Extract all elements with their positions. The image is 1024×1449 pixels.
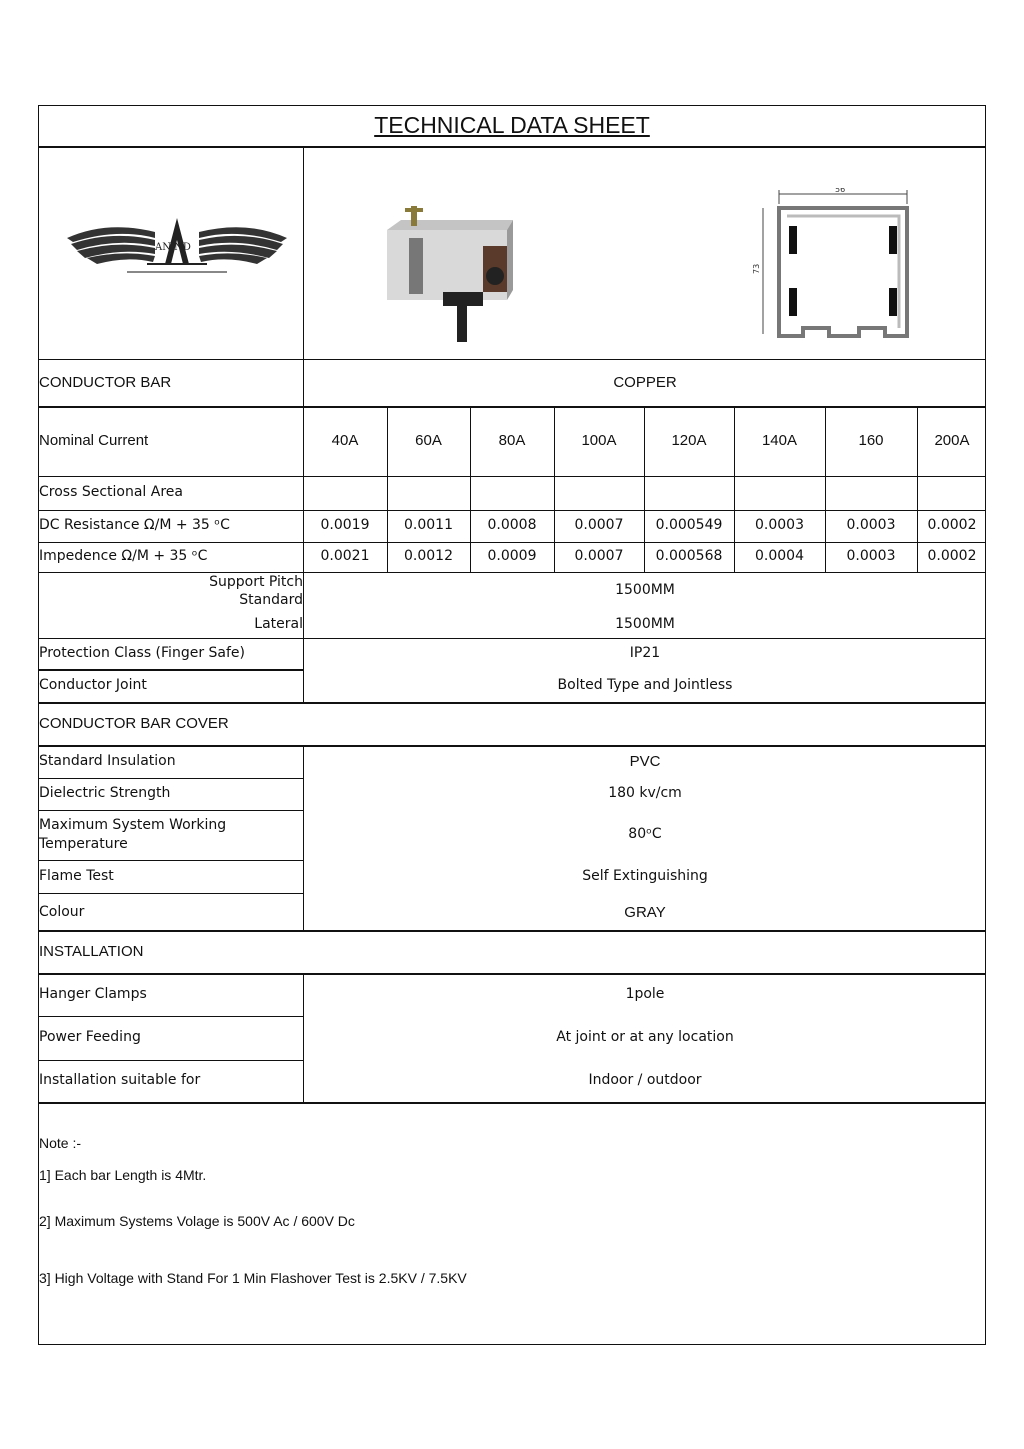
current-cell: 120A bbox=[671, 432, 707, 449]
resistance-cell: 0.0002 bbox=[927, 517, 977, 533]
impedence-cell: 0.0021 bbox=[320, 548, 370, 564]
protection-class-value: IP21 bbox=[629, 645, 661, 661]
logo bbox=[67, 206, 287, 286]
power-feeding-value: At joint or at any location bbox=[556, 1029, 734, 1045]
colour-label: Colour bbox=[39, 904, 85, 920]
resistance-cell: 0.0003 bbox=[846, 517, 896, 533]
cover-section-heading: CONDUCTOR BAR COVER bbox=[39, 715, 229, 732]
svg-text:AN ND: AN ND bbox=[155, 242, 191, 253]
standard-insulation-value: PVC bbox=[629, 753, 661, 770]
impedence-cell: 0.0002 bbox=[927, 548, 977, 564]
current-cell: 200A bbox=[934, 432, 970, 449]
protection-class-label: Protection Class (Finger Safe) bbox=[39, 645, 245, 661]
note-item: 1] Each bar Length is 4Mtr. bbox=[39, 1167, 207, 1183]
busbar-product-photo bbox=[379, 206, 519, 346]
resistance-cell: 0.0011 bbox=[404, 517, 453, 533]
impedence-label: Impedence Ω/M + 35 ᵒC bbox=[39, 548, 208, 564]
rule bbox=[39, 1060, 303, 1061]
current-cell: 140A bbox=[761, 432, 798, 449]
max-temp-label: Maximum System Working bbox=[39, 817, 227, 833]
current-cell: 40A bbox=[331, 432, 359, 449]
rule bbox=[39, 542, 985, 543]
rule bbox=[39, 1102, 985, 1104]
support-pitch-lateral-label: Lateral bbox=[254, 616, 303, 632]
dc-resistance-label: DC Resistance Ω/M + 35 ᵒC bbox=[39, 517, 230, 533]
dielectric-strength-value: 180 kv/cm bbox=[608, 785, 682, 801]
conductor-bar-value: COPPER bbox=[613, 374, 677, 391]
cross-section-drawing bbox=[739, 188, 919, 348]
current-cell: 80A bbox=[498, 432, 526, 449]
current-cell: 60A bbox=[415, 432, 442, 449]
rule bbox=[39, 973, 985, 975]
rule bbox=[39, 745, 985, 747]
rule bbox=[39, 810, 303, 811]
cross-section-drawing-icon bbox=[739, 188, 919, 348]
max-temp-label-line2: Temperature bbox=[39, 836, 128, 852]
resistance-cell: 0.0019 bbox=[320, 517, 370, 533]
busbar-photo-icon bbox=[379, 206, 519, 346]
colour-value: GRAY bbox=[624, 904, 666, 921]
impedence-cell: 0.000568 bbox=[655, 548, 723, 564]
svg-text:73: 73 bbox=[752, 263, 761, 274]
installation-section-heading: INSTALLATION bbox=[39, 943, 144, 960]
current-cell: 100A bbox=[581, 432, 617, 449]
conductor-bar-label: CONDUCTOR BAR bbox=[39, 374, 172, 391]
resistance-cell: 0.0003 bbox=[755, 517, 804, 533]
rule bbox=[39, 406, 985, 408]
rule bbox=[39, 359, 985, 360]
resistance-cell: 0.0008 bbox=[487, 517, 537, 533]
impedence-cell: 0.0012 bbox=[404, 548, 453, 564]
data-sheet-table bbox=[38, 105, 986, 1345]
installation-suitable-label: Installation suitable for bbox=[39, 1072, 201, 1088]
dielectric-strength-label: Dielectric Strength bbox=[39, 785, 171, 801]
note-item: 2] Maximum Systems Volage is 500V Ac / 600V Dc bbox=[39, 1213, 355, 1229]
rule bbox=[39, 778, 303, 779]
notes-heading: Note :- bbox=[39, 1135, 82, 1151]
logo-wings-icon bbox=[67, 206, 287, 286]
nominal-current-label: Nominal Current bbox=[39, 432, 149, 449]
note-item: 3] High Voltage with Stand For 1 Min Flashover Test is 2.5KV / 7.5KV bbox=[39, 1270, 467, 1286]
resistance-cell: 0.000549 bbox=[655, 517, 723, 533]
max-temp-value: 80ᵒC bbox=[628, 826, 662, 842]
support-pitch-standard-value: 1500MM bbox=[615, 582, 675, 598]
support-pitch-lateral-value: 1500MM bbox=[615, 616, 675, 632]
rule bbox=[39, 860, 303, 861]
power-feeding-label: Power Feeding bbox=[39, 1029, 141, 1045]
current-cell: 160 bbox=[858, 432, 884, 449]
conductor-joint-value: Bolted Type and Jointless bbox=[557, 677, 733, 693]
impedence-cell: 0.0004 bbox=[755, 548, 804, 564]
rule bbox=[39, 146, 985, 148]
installation-suitable-value: Indoor / outdoor bbox=[588, 1072, 702, 1088]
rule bbox=[39, 572, 985, 573]
flame-test-label: Flame Test bbox=[39, 868, 114, 884]
cross-sectional-area-label: Cross Sectional Area bbox=[39, 484, 183, 500]
hanger-clamps-value: 1pole bbox=[625, 986, 665, 1002]
resistance-cell: 0.0007 bbox=[574, 517, 624, 533]
svg-text:56: 56 bbox=[835, 188, 846, 194]
rule bbox=[39, 930, 985, 932]
support-pitch-label: Support Pitch bbox=[209, 574, 303, 590]
page-title: TECHNICAL DATA SHEET bbox=[374, 112, 650, 138]
rule bbox=[39, 638, 985, 639]
rule bbox=[39, 476, 985, 477]
rule bbox=[39, 669, 303, 671]
flame-test-value: Self Extinguishing bbox=[582, 868, 708, 884]
standard-insulation-label: Standard Insulation bbox=[39, 753, 176, 769]
rule bbox=[39, 510, 985, 511]
support-pitch-standard-label: Standard bbox=[239, 592, 303, 608]
impedence-cell: 0.0007 bbox=[574, 548, 624, 564]
rule bbox=[39, 893, 303, 894]
rule bbox=[39, 702, 985, 704]
impedence-cell: 0.0009 bbox=[487, 548, 537, 564]
conductor-joint-label: Conductor Joint bbox=[39, 677, 147, 693]
impedence-cell: 0.0003 bbox=[846, 548, 896, 564]
hanger-clamps-label: Hanger Clamps bbox=[39, 986, 147, 1002]
rule bbox=[39, 1016, 303, 1017]
